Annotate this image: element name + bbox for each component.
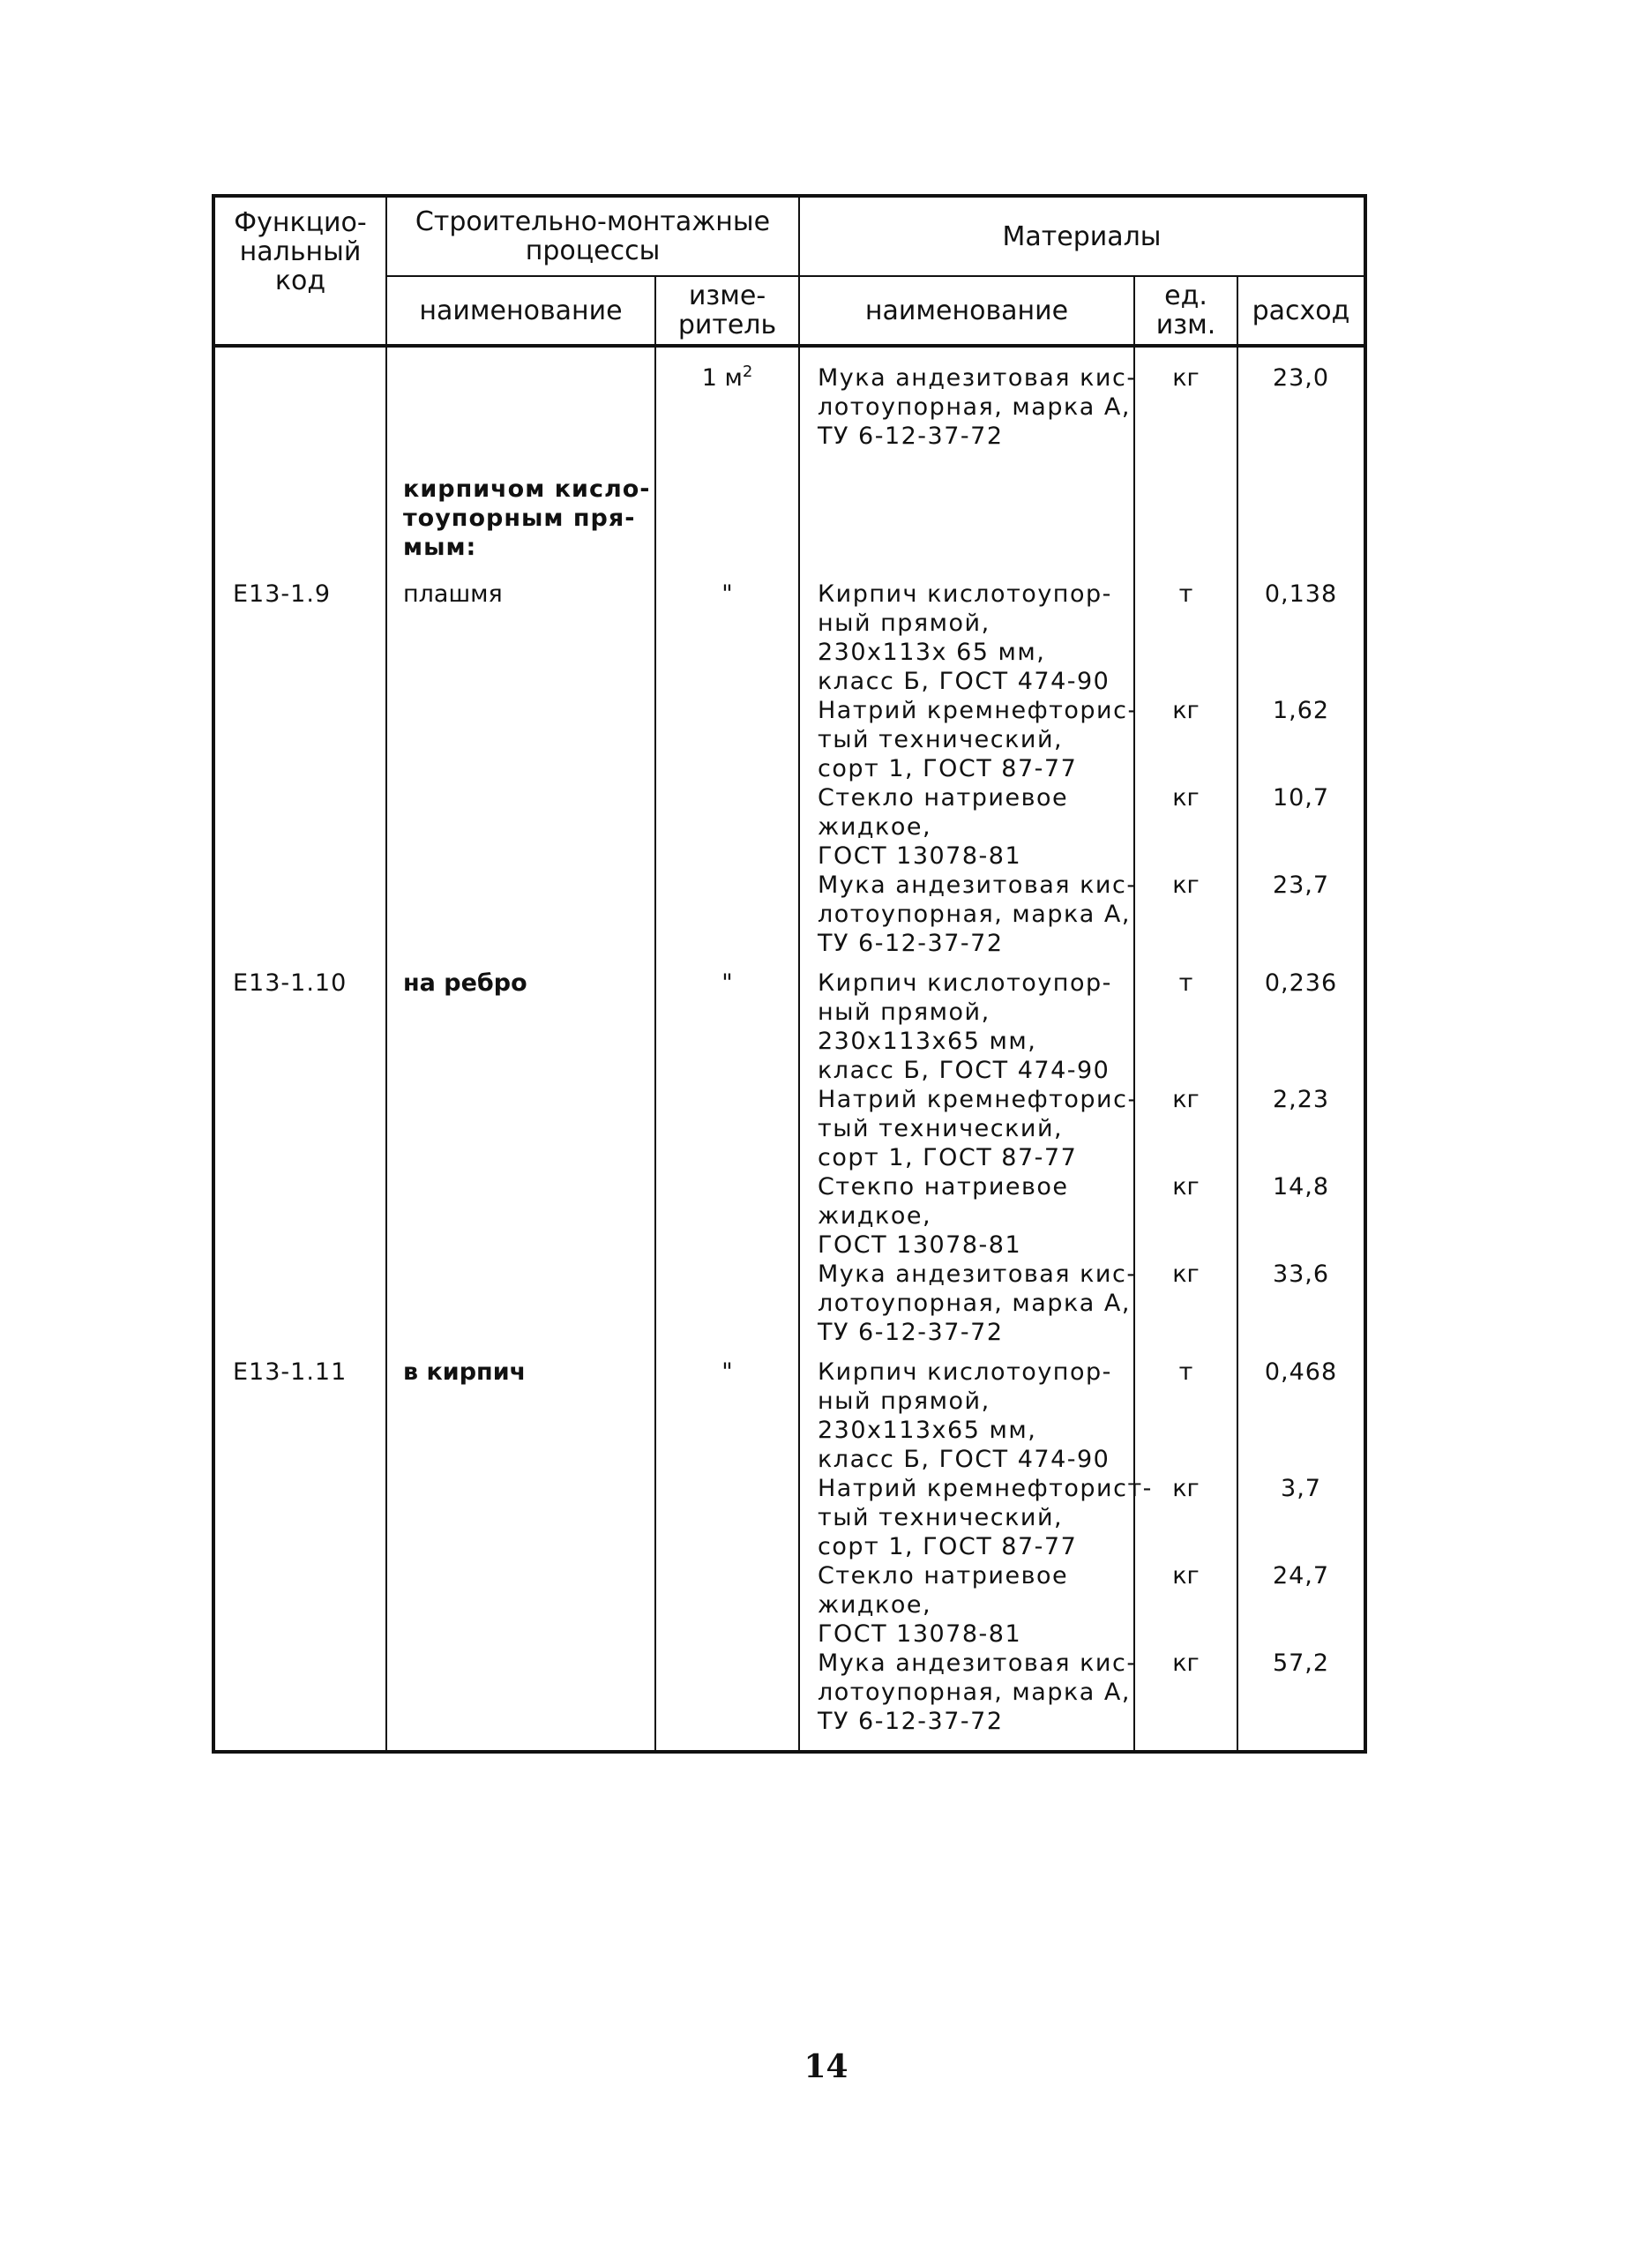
table-row-intro xyxy=(213,346,1365,569)
material-unit: кг xyxy=(1172,1562,1200,1590)
material-unit: кг xyxy=(1172,1173,1200,1201)
table-row xyxy=(213,569,1365,958)
material-unit: кг xyxy=(1172,1475,1200,1502)
norms-table xyxy=(212,194,1367,1754)
material-item: Мука андезитовая кис- лотоупорная, марка А, ТУ 6-12-37-72 xyxy=(818,1260,1137,1346)
process-cell xyxy=(386,569,655,958)
material-quantity: 23,7 xyxy=(1272,871,1330,899)
material-item: Мука андезитовая кис- лотоупорная, марка А, ТУ 6-12-37-72 xyxy=(818,1649,1137,1735)
code-cell: Е13-1.9 xyxy=(213,569,386,958)
table-row xyxy=(213,1347,1365,1752)
material-item: Кирпич кислотоупор- ный прямой, 230x113x 65 мм, класс Б, ГОСТ 474-90 xyxy=(818,580,1112,695)
material-quantity: 2,23 xyxy=(1272,1086,1330,1113)
material-unit: т xyxy=(1178,580,1193,608)
material-item: Мука андезитовая кис- лотоупорная, марка А, ТУ 6-12-37-72 xyxy=(818,871,1137,957)
material-unit: кг xyxy=(1172,1649,1200,1677)
material-item: Натрий кремнефторист- тый технический, сорт 1, ГОСТ 87-77 xyxy=(818,1475,1153,1560)
code-cell: Е13-1.10 xyxy=(213,958,386,1347)
material-item: Натрий кремнефторис- тый технический, сорт 1, ГОСТ 87-77 xyxy=(818,697,1138,782)
meter-cell: " xyxy=(655,569,799,958)
process-label: на ребро xyxy=(403,969,527,997)
header-construction-processes: Строительно-монтажные процессы xyxy=(386,196,799,276)
code-cell xyxy=(213,346,386,569)
material-item: Стекло натриевое жидкое, ГОСТ 13078-81 xyxy=(818,1562,1069,1648)
material-quantity: 3,7 xyxy=(1281,1475,1321,1502)
material-quantity-cell xyxy=(1237,958,1365,1347)
material-item: Кирпич кислотоупор- ный прямой, 230x113x65 мм, класс Б, ГОСТ 474-90 xyxy=(818,969,1112,1084)
header-material-quantity: расход xyxy=(1237,276,1365,346)
material-quantity: 57,2 xyxy=(1272,1649,1330,1677)
material-item: Кирпич кислотоупор- ный прямой, 230x113x65 мм, класс Б, ГОСТ 474-90 xyxy=(818,1358,1112,1473)
header-functional-code: Функцио- нальный код xyxy=(213,196,386,346)
header-materials: Материалы xyxy=(799,196,1365,276)
meter-cell: " xyxy=(655,1347,799,1752)
material-unit: кг xyxy=(1172,1086,1200,1113)
material-quantity: 33,6 xyxy=(1272,1260,1330,1288)
material-item: Стекло натриевое жидкое, ГОСТ 13078-81 xyxy=(818,784,1069,870)
process-cell xyxy=(386,346,655,569)
material-item: Натрий кремнефторис- тый технический, сорт 1, ГОСТ 87-77 xyxy=(818,1086,1138,1171)
material-name-cell xyxy=(799,1347,1153,1752)
process-cell xyxy=(386,1347,655,1752)
process-cell xyxy=(386,958,655,1347)
material-name-cell xyxy=(799,958,1138,1347)
table-body xyxy=(213,346,1365,1752)
material-unit: т xyxy=(1178,1358,1193,1386)
header-process-meter: изме- ритель xyxy=(655,276,799,346)
material-quantity: 0,138 xyxy=(1264,580,1338,608)
material-unit: т xyxy=(1178,969,1193,997)
material-item: Стекпо натриевое жидкое, ГОСТ 13078-81 xyxy=(818,1173,1069,1259)
header-material-name: наименование xyxy=(799,276,1134,346)
material-unit: кг xyxy=(1172,1260,1200,1288)
material-unit-cell: кг xyxy=(1134,346,1237,569)
material-quantity-cell xyxy=(1237,569,1365,958)
material-quantity: 10,7 xyxy=(1272,784,1330,812)
meter-cell: 1 $м^2$ xyxy=(655,346,799,569)
page-number: 14 xyxy=(804,2048,848,2085)
meter-cell: " xyxy=(655,958,799,1347)
process-label: в кирпич xyxy=(403,1358,527,1386)
process-label: плашмя xyxy=(403,580,503,608)
material-quantity: 1,62 xyxy=(1272,697,1330,724)
material-quantity-cell xyxy=(1237,1347,1365,1752)
code-cell: Е13-1.11 xyxy=(213,1347,386,1752)
material-unit: кг xyxy=(1172,697,1200,724)
material-quantity: 14,8 xyxy=(1272,1173,1330,1201)
material-unit-cell xyxy=(1134,1347,1237,1752)
material-quantity: 24,7 xyxy=(1272,1562,1330,1590)
header-process-name: наименование xyxy=(386,276,655,346)
material-name-cell xyxy=(799,569,1138,958)
process-group-heading: кирпичом кисло- тоупорным пря- мым: xyxy=(403,475,651,561)
material-unit-cell xyxy=(1134,569,1237,958)
table-row xyxy=(213,958,1365,1347)
header-material-unit: ед. изм. xyxy=(1134,276,1237,346)
material-quantity: 0,236 xyxy=(1264,969,1338,997)
material-quantity-cell: 23,0 xyxy=(1237,346,1365,569)
material-quantity: 0,468 xyxy=(1264,1358,1338,1386)
material-unit: кг xyxy=(1172,871,1200,899)
material-unit: кг xyxy=(1172,784,1200,812)
material-unit-cell xyxy=(1134,958,1237,1347)
material-name-cell: Мука андезитовая кис- лотоупорная, марка А, ТУ 6-12-37-72 xyxy=(799,346,1134,569)
